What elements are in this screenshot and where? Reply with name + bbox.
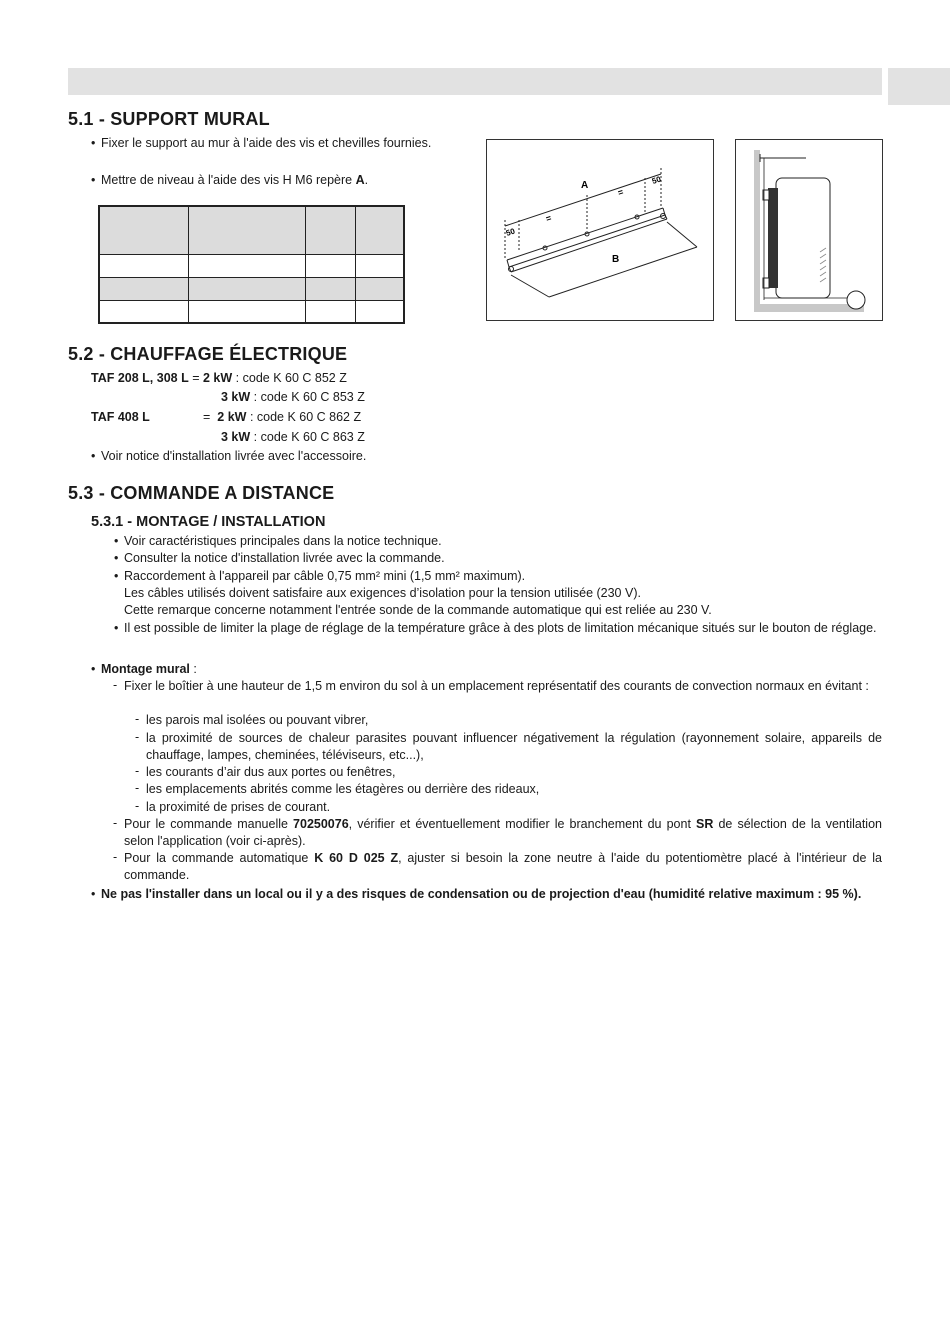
dash: - bbox=[113, 816, 118, 830]
condensation-warning: Ne pas l'installer dans un local ou il y a des risques de condensation ou de projection d'eau (humidité relative maximum : 95 %). bbox=[101, 887, 862, 901]
table-cell bbox=[99, 206, 189, 254]
table-cell bbox=[99, 254, 189, 277]
page-tab bbox=[888, 68, 950, 105]
support-bullet-2: Mettre de niveau à l'aide des vis H M6 repère A. bbox=[101, 173, 369, 187]
bullet: • bbox=[114, 621, 119, 635]
bullet: • bbox=[91, 449, 96, 463]
table-cell bbox=[356, 254, 405, 277]
avoid-item-4: les emplacements abrités comme les étagères ou derrière des rideaux, bbox=[146, 782, 540, 796]
table-cell bbox=[306, 206, 356, 254]
table-cell bbox=[189, 254, 306, 277]
dash: - bbox=[113, 678, 118, 692]
dash: - bbox=[135, 799, 140, 813]
heater-line-1: TAF 208 L, 308 L = 2 kW : code K 60 C 852 Z bbox=[91, 371, 347, 385]
table-cell bbox=[99, 300, 189, 323]
table-row bbox=[99, 300, 404, 323]
side-view-drawing bbox=[736, 140, 882, 320]
bullet: • bbox=[91, 173, 96, 187]
avoid-item-3: les courants d’air dus aux portes ou fenêtres, bbox=[146, 765, 396, 779]
label-a: A bbox=[581, 180, 589, 191]
avoid-item-1: les parois mal isolées ou pouvant vibrer, bbox=[146, 713, 369, 727]
section-title-commande: 5.3 - COMMANDE A DISTANCE bbox=[68, 483, 335, 503]
side-view-figure bbox=[735, 139, 883, 321]
table-cell bbox=[99, 277, 189, 300]
bullet: • bbox=[91, 662, 96, 676]
bullet: • bbox=[114, 551, 119, 565]
table-cell bbox=[306, 277, 356, 300]
dash: - bbox=[113, 850, 118, 864]
montage-mural-label: Montage mural : bbox=[101, 662, 197, 676]
montage-dash-2: Pour le commande manuelle 70250076, vérifier et éventuellement modifier le branchement du pont SR de sélection de la ventilation selon l'application (voir ci-après). bbox=[124, 817, 882, 848]
equal-mark: = bbox=[616, 186, 625, 198]
avoid-item-5: la proximité de prises de courant. bbox=[146, 800, 331, 814]
install-item-2: Consulter la notice d'installation livrée avec la commande. bbox=[124, 551, 445, 565]
install-item-3-remark: Cette remarque concerne notamment l'entrée sonde de la commande automatique qui est reliée au 230 V. bbox=[124, 603, 712, 617]
equal-mark: = bbox=[544, 212, 553, 224]
table-cell bbox=[189, 277, 306, 300]
table-cell bbox=[189, 300, 306, 323]
table-cell bbox=[306, 300, 356, 323]
bullet: • bbox=[91, 136, 96, 150]
dim-right: 50 bbox=[650, 174, 663, 186]
heater-line-4: 3 kW : code K 60 C 863 Z bbox=[221, 430, 365, 444]
support-bullet-1: Fixer le support au mur à l'aide des vis et chevilles fournies. bbox=[101, 136, 432, 150]
dim-left: 50 bbox=[504, 226, 517, 238]
install-item-3: Raccordement à l'appareil par câble 0,75 mm² mini (1,5 mm² maximum). bbox=[124, 569, 526, 583]
table-header-row bbox=[99, 206, 404, 254]
install-item-3-cables: Les câbles utilisés doivent satisfaire aux exigences d’isolation pour la tension utilisée (230 V). bbox=[124, 586, 641, 600]
header-bar bbox=[68, 68, 882, 95]
heater-line-3-model: TAF 408 L bbox=[91, 410, 150, 424]
label-b: B bbox=[612, 254, 620, 265]
subsection-title-montage: 5.3.1 - MONTAGE / INSTALLATION bbox=[91, 514, 326, 530]
section-title-chauffage: 5.2 - CHAUFFAGE ÉLECTRIQUE bbox=[68, 344, 348, 364]
table-row bbox=[99, 277, 404, 300]
dash: - bbox=[135, 712, 140, 726]
table-cell bbox=[306, 254, 356, 277]
wall-bracket-figure bbox=[486, 139, 714, 321]
install-item-4: Il est possible de limiter la plage de réglage de la température grâce à des plots de limitation mécanique situés sur le bouton de réglage. bbox=[124, 621, 877, 635]
bullet: • bbox=[91, 887, 96, 901]
dash: - bbox=[135, 781, 140, 795]
dash: - bbox=[135, 730, 140, 744]
table-cell bbox=[356, 206, 405, 254]
table-cell bbox=[356, 300, 405, 323]
dimensions-table bbox=[98, 205, 405, 324]
montage-dash-3: Pour la commande automatique K 60 D 025 Z, ajuster si besoin la zone neutre à l'aide du potentiomètre placé à l'intérieur de la commande. bbox=[124, 851, 882, 882]
heater-line-3: = 2 kW : code K 60 C 862 Z bbox=[203, 410, 362, 424]
bullet: • bbox=[114, 534, 119, 548]
install-item-1: Voir caractéristiques principales dans la notice technique. bbox=[124, 534, 442, 548]
avoid-item-2: la proximité de sources de chaleur parasites pouvant influencer négativement la régulation (rayonnement solaire, appareils de chauffage, lampes, cheminées, téléviseurs, etc...), bbox=[146, 731, 882, 762]
heater-note: Voir notice d'installation livrée avec l'accessoire. bbox=[101, 449, 367, 463]
dash: - bbox=[135, 764, 140, 778]
table-row bbox=[99, 254, 404, 277]
montage-dash-1: Fixer le boîtier à une hauteur de 1,5 m environ du sol à un emplacement représentatif des courants de convection normaux en évitant : bbox=[124, 679, 869, 693]
heater-line-2: 3 kW : code K 60 C 853 Z bbox=[221, 390, 365, 404]
bullet: • bbox=[114, 569, 119, 583]
wall-bracket-drawing bbox=[487, 140, 713, 320]
section-title-support-mural: 5.1 - SUPPORT MURAL bbox=[68, 109, 270, 129]
table-cell bbox=[356, 277, 405, 300]
table-cell bbox=[189, 206, 306, 254]
